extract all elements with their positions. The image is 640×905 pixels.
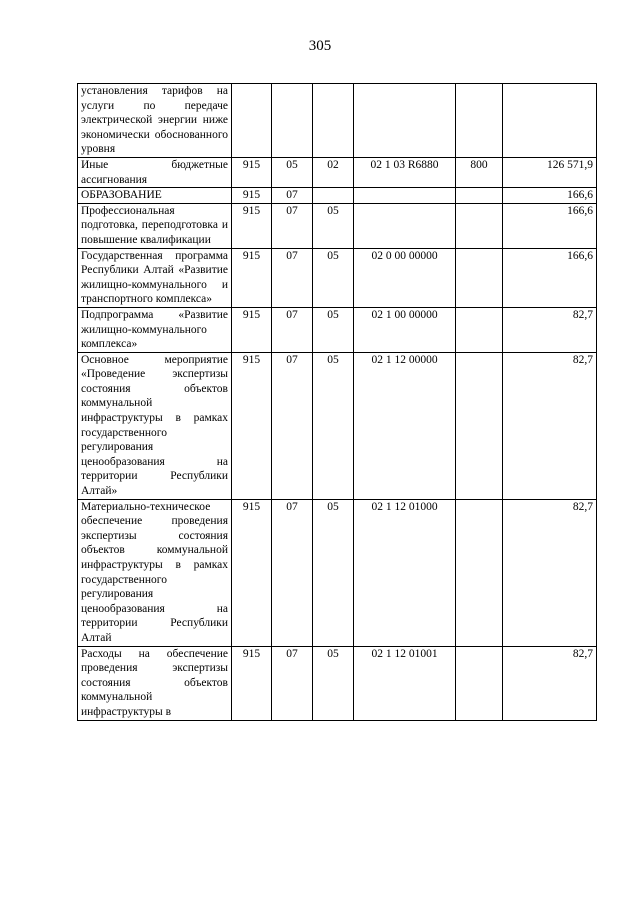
grbs-cell: 915: [232, 157, 272, 187]
target-article-cell: 02 1 12 00000: [354, 352, 456, 499]
amount-cell: 82,7: [503, 646, 597, 720]
section-cell: 07: [272, 188, 313, 204]
subsection-cell: 05: [313, 646, 354, 720]
expense-type-cell: [456, 203, 503, 248]
amount-cell: 126 571,9: [503, 157, 597, 187]
section-cell: 07: [272, 499, 313, 646]
expense-type-cell: [456, 352, 503, 499]
expense-type-cell: [456, 248, 503, 307]
target-article-cell: 02 0 00 00000: [354, 248, 456, 307]
expense-type-cell: [456, 84, 503, 158]
subsection-cell: 05: [313, 203, 354, 248]
section-cell: 07: [272, 203, 313, 248]
budget-table: [77, 83, 597, 721]
row-name-cell: Иные бюджетные ассигнования: [78, 157, 232, 187]
amount-cell: 82,7: [503, 499, 597, 646]
target-article-cell: 02 1 00 00000: [354, 307, 456, 352]
grbs-cell: 915: [232, 248, 272, 307]
table-row: [78, 248, 597, 307]
amount-cell: 166,6: [503, 248, 597, 307]
table-row: [78, 157, 597, 187]
section-cell: 05: [272, 157, 313, 187]
section-cell: 07: [272, 307, 313, 352]
grbs-cell: 915: [232, 646, 272, 720]
subsection-cell: [313, 188, 354, 204]
grbs-cell: 915: [232, 352, 272, 499]
row-name-cell: Расходы на обеспечение проведения экспертизы состояния объектов коммунальной инфраструктуры в: [78, 646, 232, 720]
table-row: [78, 203, 597, 248]
target-article-cell: [354, 203, 456, 248]
expense-type-cell: [456, 307, 503, 352]
grbs-cell: 915: [232, 188, 272, 204]
amount-cell: [503, 84, 597, 158]
row-name-cell: установления тарифов на услуги по передаче электрической энергии ниже экономически обоснованного уровня: [78, 84, 232, 158]
expense-type-cell: [456, 188, 503, 204]
row-name-cell: Материально-техническое обеспечение проведения экспертизы состояния объектов коммунальной инфраструктуры в рамках государственного регулирования ценообразования на территории Республики Алтай: [78, 499, 232, 646]
table-row: [78, 188, 597, 204]
subsection-cell: 05: [313, 248, 354, 307]
amount-cell: 82,7: [503, 352, 597, 499]
section-cell: 07: [272, 248, 313, 307]
table-row: [78, 307, 597, 352]
subsection-cell: 05: [313, 499, 354, 646]
target-article-cell: 02 1 12 01000: [354, 499, 456, 646]
grbs-cell: 915: [232, 307, 272, 352]
expense-type-cell: [456, 499, 503, 646]
row-name-cell: ОБРАЗОВАНИЕ: [78, 188, 232, 204]
amount-cell: 166,6: [503, 203, 597, 248]
amount-cell: 82,7: [503, 307, 597, 352]
table-row: [78, 84, 597, 158]
table-row: [78, 646, 597, 720]
expense-type-cell: [456, 646, 503, 720]
section-cell: [272, 84, 313, 158]
row-name-cell: Основное мероприятие «Проведение экспертизы состояния объектов коммунальной инфраструктуры в рамках государственного регулирования ценообразования на территории Республики Алтай»: [78, 352, 232, 499]
target-article-cell: 02 1 12 01001: [354, 646, 456, 720]
row-name-cell: Профессиональная подготовка, переподготовка и повышение квалификации: [78, 203, 232, 248]
section-cell: 07: [272, 352, 313, 499]
target-article-cell: 02 1 03 R6880: [354, 157, 456, 187]
grbs-cell: [232, 84, 272, 158]
target-article-cell: [354, 188, 456, 204]
page-number: 305: [308, 38, 332, 54]
section-cell: 07: [272, 646, 313, 720]
row-name-cell: Подпрограмма «Развитие жилищно-коммунального комплекса»: [78, 307, 232, 352]
table-row: [78, 352, 597, 499]
grbs-cell: 915: [232, 499, 272, 646]
grbs-cell: 915: [232, 203, 272, 248]
subsection-cell: 02: [313, 157, 354, 187]
table-row: [78, 499, 597, 646]
row-name-cell: Государственная программа Республики Алтай «Развитие жилищно-коммунального и транспортного комплекса»: [78, 248, 232, 307]
subsection-cell: 05: [313, 352, 354, 499]
target-article-cell: [354, 84, 456, 158]
amount-cell: 166,6: [503, 188, 597, 204]
subsection-cell: 05: [313, 307, 354, 352]
expense-type-cell: 800: [456, 157, 503, 187]
subsection-cell: [313, 84, 354, 158]
